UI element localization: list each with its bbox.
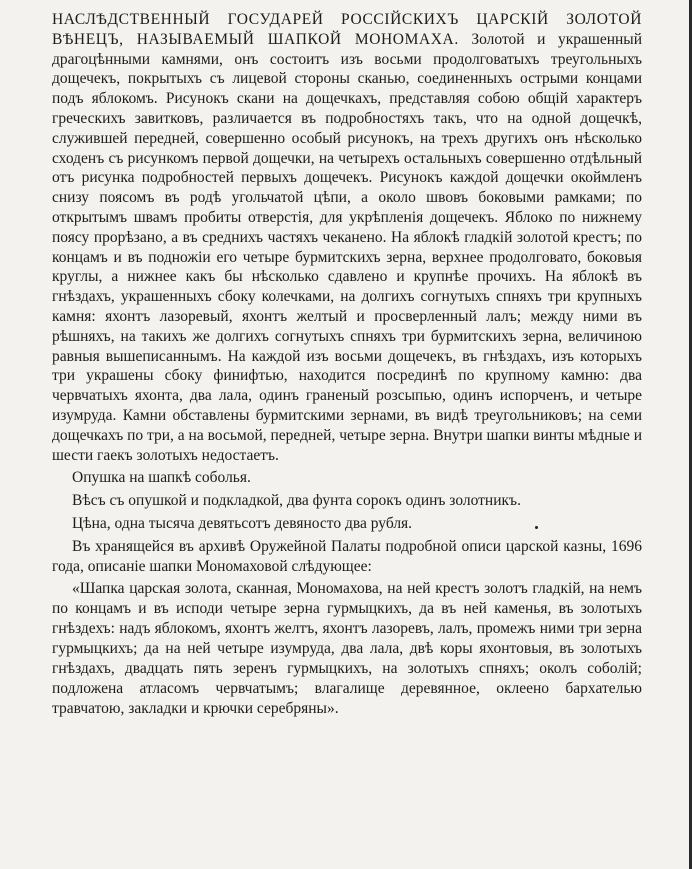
paragraph-weight: Вѣсъ съ опушкой и подкладкой, два фунта сорокъ одинъ золотникъ.: [72, 492, 521, 510]
inventory-quote: «Шапка царская золота, сканная, Мономахова, на ней крестъ золотъ гладкій, на немъ по концамъ и въ исподи четыре зерна гурмыцкихъ, да въ ней каменья, въ золотыхъ гнѣздехъ: надъ яблокомъ, яхонтъ желтъ, яхонтъ лазоревъ, лалъ, промежъ ними три зерна гурмыцкихъ; да на ней четыре изумруда, два лала, двѣ коры яхонтовыя, въ золотыхъ гнѣздахъ, двадцать пять зеренъ гурмыцкихъ, на золотыхъ спняхъ; околъ соболій; подложена атласомъ червчатымъ; влагалище деревянное, оклеено бархателью травчатою, закладки и крючки серебряны».: [52, 580, 642, 717]
ink-speck: [535, 526, 538, 529]
paragraph-body: Золотой и украшенный драгоцѣнными камнями, онъ состоитъ изъ восьми продолговатыхъ треугольныхъ дощечекъ, покрытыхъ съ лицевой стороны сканью, соединенныхъ острыми концами подъ яблокомъ. Рисунокъ скани на дощечкахъ, представляя собою общій характеръ греческихъ завитковъ, различается въ подробностяхъ такъ, что на одной дощечкѣ, служившей передней, совершенно особый рисунокъ, на трехъ другихъ онъ нѣсколько сходенъ съ рисункомъ первой дощечки, на четырехъ остальныхъ совершенно отдѣльный отъ рисунка подробностей первыхъ дощечекъ. Рисунокъ каждой дощечки окоймленъ снизу поясомъ въ родѣ угольчатой цѣпи, а около швовъ боковыми рамками; по открытымъ швамъ пробиты отверстія, для укрѣпленія дощечекъ. Яблоко по нижнему поясу прорѣзано, а въ среднихъ частяхъ чеканено. На яблокѣ гладкій золотой крестъ; по концамъ и въ подножіи его четыре бурмитскихъ зерна, верхнее продолговато, боковыя круглы, а нижнее какъ бы нѣсколько сдавлено и крупнѣе прочихъ. На яблокѣ въ гнѣздахъ, украшенныхъ сбоку колечками, на долгихъ согнутыхъ спняхъ три крупныхъ камня: яхонтъ лазоревый, яхонтъ желтый и просверленный лалъ; между ними въ рѣшняхъ, на такихъ же долгихъ согнутыхъ спняхъ три бурмитскихъ зерна, величиною равныя вышеписаннымъ. На каждой изъ восьми дощечекъ, въ гнѣздахъ, изъ которыхъ три украшены сбоку финифтью, находится посрединѣ по крупному камню: два червчатыхъ яхонта, два лала, одинъ граненый розсыпью, одинъ испорченъ, и четыре изумруда. Камни обставлены бурмитскими зернами, въ видѣ треугольниковъ; на семи дощечкахъ по три, а на восьмой, передней, четыре зерна. Внутри шапки винты мѣдные и шести гаекъ золотыхъ недостаетъ.: [52, 30, 642, 464]
document-page: [52, 10, 642, 719]
paragraph-price: Цѣна, одна тысяча девятьсотъ девяносто два рубля.: [72, 514, 413, 532]
document-heading: НАСЛѢДСТВЕННЫЙ ГОСУДАРЕЙ РОССІЙСКИХЪ ЦАРСКІЙ ЗОЛОТОЙ ВѢНЕЦЪ, НАЗЫВАЕМЫЙ ШАПКОЙ МОНОМАХА.: [52, 11, 642, 48]
paragraph-inventory-intro: Въ хранящейся въ архивѣ Оружейной Палаты подробной описи царской казны, 1696 года, описаніе шапки Мономаховой слѣдующее:: [52, 537, 642, 575]
paragraph-fur-trim: Опушка на шапкѣ соболья.: [72, 469, 251, 487]
main-paragraph: [52, 10, 642, 465]
